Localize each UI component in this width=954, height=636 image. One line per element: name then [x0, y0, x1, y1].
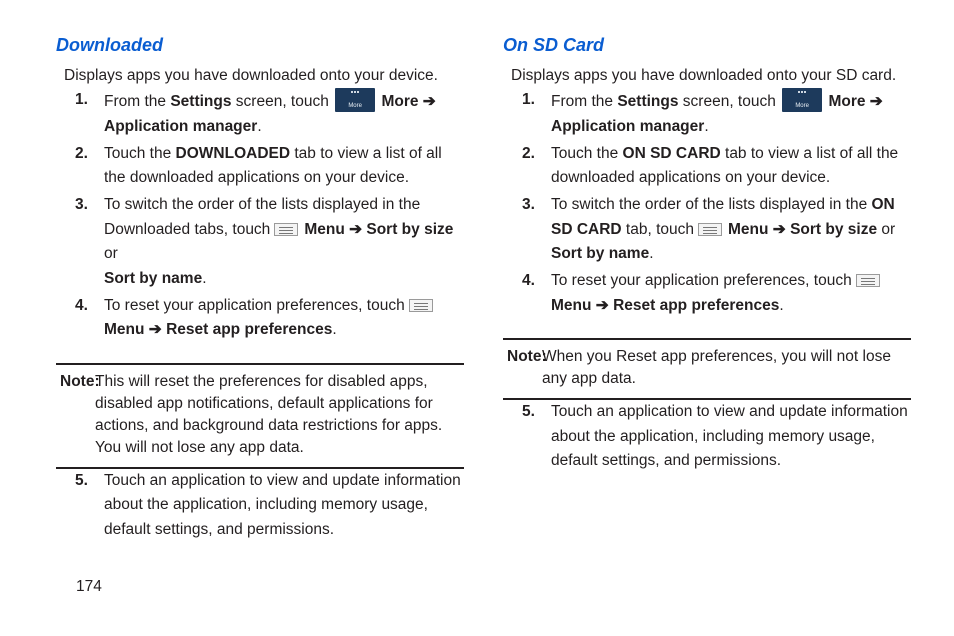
- step-text: .: [704, 117, 709, 135]
- more-icon: [782, 88, 822, 112]
- menu-icon: [698, 223, 722, 236]
- note-label: Note:: [507, 348, 547, 365]
- step-4: [503, 269, 911, 318]
- more-icon: [335, 88, 375, 112]
- menu-icon: [856, 274, 880, 287]
- settings-label: Settings: [617, 93, 679, 110]
- step-1: [503, 88, 911, 139]
- step-number: 1.: [75, 91, 88, 108]
- note-box: [56, 363, 464, 469]
- sort-by-name-label: Sort by name: [551, 245, 650, 262]
- settings-label: Settings: [170, 93, 232, 110]
- steps-list: [56, 88, 464, 343]
- application-manager-label: Application manager: [104, 117, 258, 135]
- step-number: 2.: [75, 144, 88, 162]
- downloaded-tab-label: DOWNLOADED: [175, 144, 291, 162]
- sort-by-size-label: Menu ➔ Sort by size: [304, 220, 454, 238]
- step-2: [503, 142, 911, 191]
- on-sd-card-label: ON SD CARD: [551, 196, 895, 238]
- step-number: 2.: [522, 144, 535, 162]
- step-number: 5.: [75, 471, 88, 489]
- note-text: This will reset the preferences for disabled apps, disabled app notifications, default applications for actions, and background data restrictions for apps. You will not lose any app data.: [95, 372, 443, 456]
- sort-by-name-label: Sort by name: [104, 269, 203, 287]
- step-5: [56, 469, 464, 543]
- more-icon-label: More: [348, 103, 362, 109]
- step-text: Touch the: [551, 144, 623, 162]
- left-column: [56, 34, 464, 545]
- menu-icon: [274, 223, 298, 236]
- step-text: .: [332, 321, 337, 338]
- reset-app-preferences-label: Menu ➔ Reset app preferences: [104, 321, 333, 338]
- step-text: .: [257, 117, 262, 135]
- steps-list: [503, 88, 911, 318]
- step-3: [503, 193, 911, 267]
- note-label: Note:: [60, 372, 100, 390]
- on-sd-card-tab-label: ON SD CARD: [622, 144, 721, 162]
- step-1: [56, 88, 464, 139]
- steps-list-continued: [56, 469, 464, 543]
- step-text: or: [877, 220, 896, 238]
- sort-by-size-label: Menu ➔ Sort by size: [728, 220, 878, 238]
- step-text: Touch the: [104, 144, 176, 162]
- step-text: screen, touch: [678, 93, 776, 110]
- more-label: More ➔: [828, 93, 883, 110]
- application-manager-label: Application manager: [551, 117, 705, 135]
- right-column: [503, 34, 911, 476]
- step-4: [56, 294, 464, 343]
- step-text: .: [649, 245, 654, 262]
- step-2: [56, 142, 464, 191]
- step-number: 4.: [522, 272, 535, 289]
- step-text: To reset your application preferences, touch: [104, 296, 405, 314]
- step-text: To reset your application preferences, touch: [551, 272, 852, 289]
- note-box: [503, 338, 911, 400]
- intro-text: Displays apps you have downloaded onto your device.: [64, 67, 438, 84]
- step-3: [56, 193, 464, 291]
- step-number: 3.: [75, 196, 88, 213]
- more-icon-label: More: [795, 103, 809, 109]
- steps-list-continued: [503, 400, 911, 474]
- step-text: Touch an application to view and update information about the application, including memory usage, default settings, and permissions.: [551, 403, 908, 469]
- step-number: 1.: [522, 91, 535, 108]
- step-text: From the: [551, 93, 618, 110]
- step-text: To switch the order of the lists displayed in the: [551, 196, 872, 213]
- page-number: 174: [76, 578, 102, 595]
- step-text: tab, touch: [621, 220, 695, 238]
- step-number: 4.: [75, 296, 88, 314]
- section-heading-on-sd-card: On SD Card: [503, 35, 605, 55]
- step-text: .: [779, 296, 784, 314]
- step-number: 5.: [522, 403, 535, 420]
- note-text: When you Reset app preferences, you will not lose any app data.: [542, 348, 891, 387]
- step-text: screen, touch: [231, 93, 329, 110]
- step-text: .: [202, 269, 207, 287]
- menu-icon: [409, 299, 433, 312]
- step-text: Touch an application to view and update information about the application, including memory usage, default settings, and permissions.: [104, 471, 461, 538]
- step-number: 3.: [522, 196, 535, 213]
- section-heading-downloaded: Downloaded: [56, 35, 163, 55]
- step-text: To switch the order of the lists displayed in the Downloaded tabs, touch: [104, 196, 421, 238]
- step-text: tab to view a list of all the downloaded applications on your device.: [104, 144, 442, 186]
- intro-text: Displays apps you have downloaded onto your SD card.: [511, 67, 897, 84]
- step-text: or: [104, 245, 118, 262]
- reset-app-preferences-label: Menu ➔ Reset app preferences: [551, 296, 780, 314]
- step-text: tab to view a list of all the downloaded applications on your device.: [551, 144, 899, 186]
- step-text: From the: [104, 93, 171, 110]
- step-5: [503, 400, 911, 474]
- more-label: More ➔: [381, 93, 436, 110]
